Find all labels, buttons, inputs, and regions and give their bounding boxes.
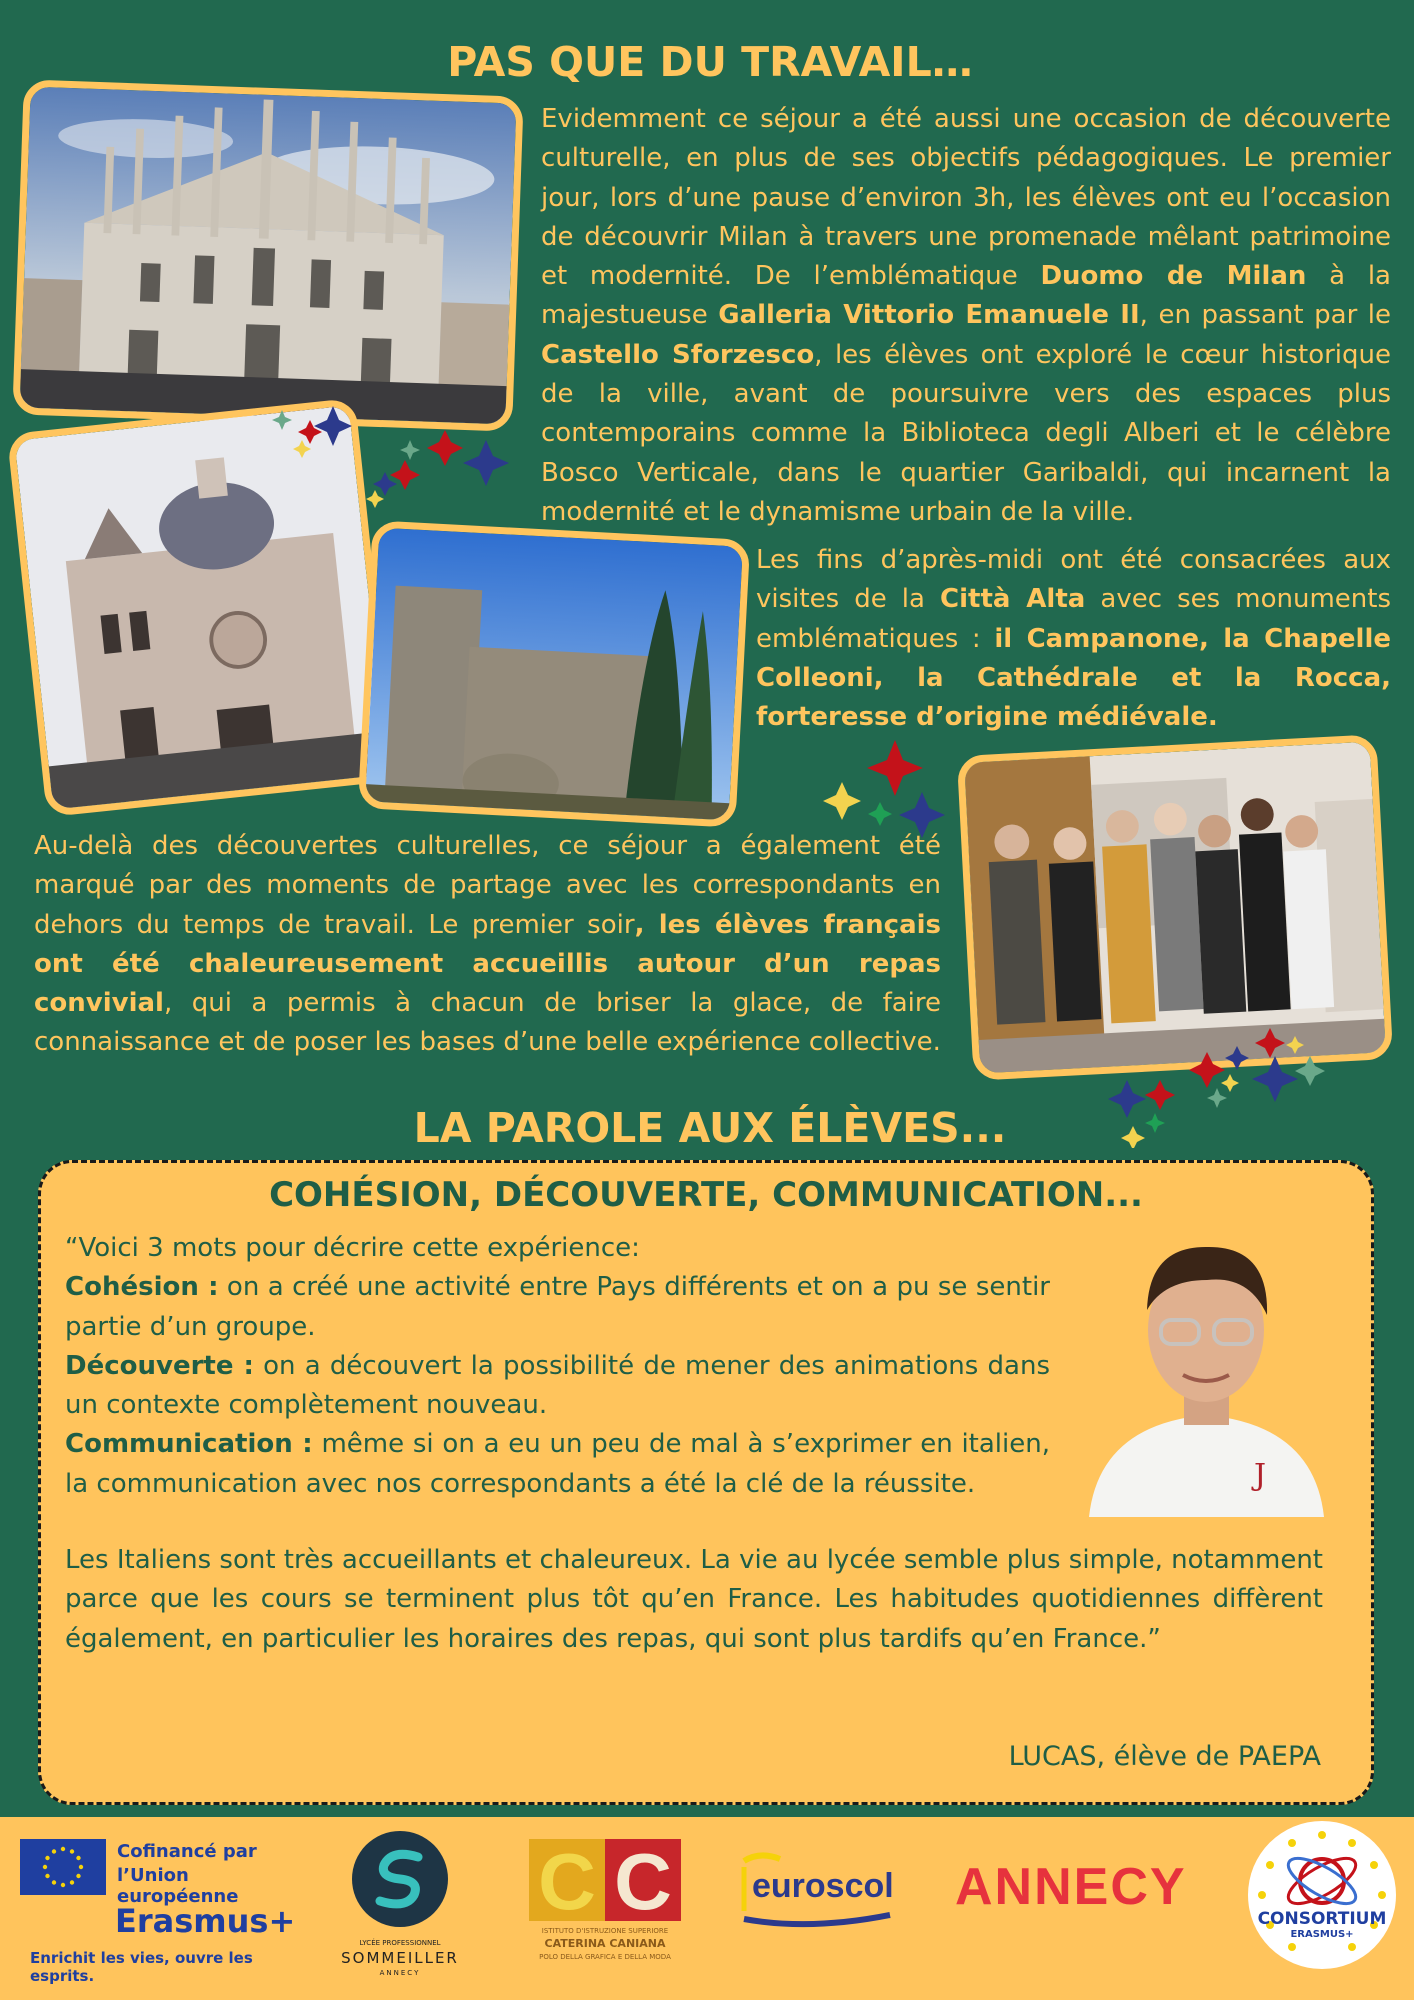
testimony-word-decouverte (65, 1347, 1050, 1426)
para2-bold-citta-alta: Città Alta (940, 584, 1086, 615)
shirt-letter: J (1254, 1458, 1267, 1493)
consortium-emblem-icon (1248, 1821, 1396, 1969)
section-title-parole-aux-eleves: LA PAROLE AUX ÉLÈVES... (413, 1104, 1007, 1152)
decorative-sparkles-middle (820, 740, 970, 840)
para2-bold-monuments: il Campanone, la Chapelle Colleoni, la Cathédrale et la Rocca, forteresse d’origine médiévale. (756, 623, 1391, 733)
sommeiller-small: LYCÉE PROFESSIONNEL (359, 1939, 441, 1947)
word-text-communication: même si on a eu un peu de mal à s’exprimer en italien, la communication avec nos correspondants a été la clé de la réussite. (65, 1429, 1050, 1499)
word-label-cohesion: Cohésion : (65, 1272, 219, 1303)
svg-text:C: C (538, 1839, 596, 1921)
testimony-word-communication (65, 1425, 1050, 1504)
eu-line-2: l’Union européenne (117, 1865, 239, 1907)
decorative-sparkles-top (270, 400, 520, 510)
word-label-decouverte: Découverte : (65, 1350, 254, 1381)
decorative-sparkles-bottom (1105, 1018, 1335, 1148)
para1-text-2: à la majestueuse (541, 261, 1391, 331)
euroscol-wordmark: euroscol (752, 1867, 894, 1905)
footer-logos (0, 1817, 1414, 2000)
sommeiller-city: ANNECY (379, 1969, 421, 1977)
para3-bold-accueil: , les élèves français ont été chaleureusement accueillis autour d’un repas convivial (34, 909, 942, 1019)
caniana-cc-icon (525, 1839, 685, 1921)
photo-rocca-bergamo (358, 520, 751, 827)
testimony-words (65, 1229, 1050, 1504)
para1-bold-galleria: Galleria Vittorio Emanuele II (718, 300, 1140, 331)
word-label-communication: Communication : (65, 1429, 313, 1460)
para1-text-4: , les élèves ont exploré le cœur historique de la ville, avant de poursuivre vers des espaces plus contemporains comme la Biblioteca degli Alberi et le célèbre Bosco Verticale, dans le quartier Garibaldi, qui incarnent la modernité et le dynamisme urbain de la ville. (541, 339, 1391, 527)
para1-bold-castello: Castello Sforzesco (541, 339, 815, 370)
caniana-line-1: ISTITUTO D'ISTRUZIONE SUPERIORE (541, 1927, 669, 1935)
testimony-intro: “Voici 3 mots pour décrire cette expérience: (65, 1233, 640, 1263)
photo-duomo-milan (12, 79, 523, 431)
consortium-sub: ERASMUS+ (1290, 1929, 1354, 1940)
erasmus-tagline: Enrichit les vies, ouvre les esprits. (30, 1949, 253, 1985)
svg-text:C: C (614, 1839, 672, 1921)
logo-annecy: ANNECY (955, 1858, 1187, 1916)
section-title-pas-que-du-travail: PAS QUE DU TRAVAIL… (447, 38, 973, 86)
para2-text-1: Les fins d’après-midi ont été consacrées aux visites de la (756, 545, 1391, 615)
eu-line-1: Cofinancé par (117, 1841, 257, 1862)
paragraph-citta-alta (756, 541, 1391, 737)
eu-flag-icon (20, 1839, 106, 1895)
logo-consortium (1248, 1821, 1396, 1969)
paragraph-milan-visit (541, 100, 1391, 532)
word-text-decouverte: on a découvert la possibilité de mener des animations dans un contexte complètement nouveau. (65, 1350, 1050, 1421)
testimony-card (38, 1160, 1374, 1805)
para1-bold-duomo: Duomo de Milan (1040, 261, 1307, 292)
para1-text-1: Evidemment ce séjour a été aussi une occasion de découverte culturelle, en plus de ses objectifs pédagogiques. Le premier jour, lors d’une pause d’environ 3h, les élèves ont eu l’occasion de découvrir Milan à travers une promenade mêlant patrimoine et modernité. De l’emblématique (541, 104, 1391, 292)
paragraph-partage (34, 827, 941, 1063)
logo-euroscol (740, 1847, 920, 1937)
logo-caniana (525, 1839, 685, 1989)
erasmus-wordmark: Erasmus+ (115, 1902, 296, 1940)
logo-sommeiller (330, 1829, 470, 1994)
testimony-paragraph: Les Italiens sont très accueillants et chaleureux. La vie au lycée semble plus simple, notamment parce que les cours se terminent plus tôt qu’en France. Les habitudes quotidiennes diffèrent également, en particulier les horaires des repas, qui sont plus tardifs qu’en France.” (65, 1545, 1323, 1654)
para1-text-3: , en passant par le (1139, 300, 1392, 331)
consortium-name: CONSORTIUM (1257, 1909, 1387, 1929)
testimony-title: COHÉSION, DÉCOUVERTE, COMMUNICATION... (269, 1175, 1143, 1215)
testimony-word-cohesion (65, 1268, 1050, 1347)
para3-text-2: , qui a permis à chacun de briser la glace, de faire connaissance et de poser les bases d’une belle expérience collective. (34, 988, 941, 1058)
sommeiller-emblem-icon (350, 1829, 450, 1929)
caniana-line-3: POLO DELLA GRAFICA E DELLA MODA (539, 1953, 671, 1961)
para2-text-2: avec ses monuments emblématiques : (756, 584, 1391, 654)
logo-eu-erasmus (20, 1827, 310, 1987)
student-portrait (1079, 1235, 1334, 1517)
para3-text-1: Au-delà des découvertes culturelles, ce séjour a également été marqué par des moments de partage avec les correspondants en dehors du temps de travail. Le premier soir (34, 831, 941, 940)
testimony-signature: LUCAS, élève de PAEPA (1008, 1741, 1321, 1772)
caniana-line-2: CATERINA CANIANA (544, 1937, 666, 1950)
word-text-cohesion: on a créé une activité entre Pays différents et on a pu se sentir partie d’un groupe. (65, 1272, 1050, 1342)
sommeiller-name: SOMMEILLER (341, 1949, 459, 1967)
